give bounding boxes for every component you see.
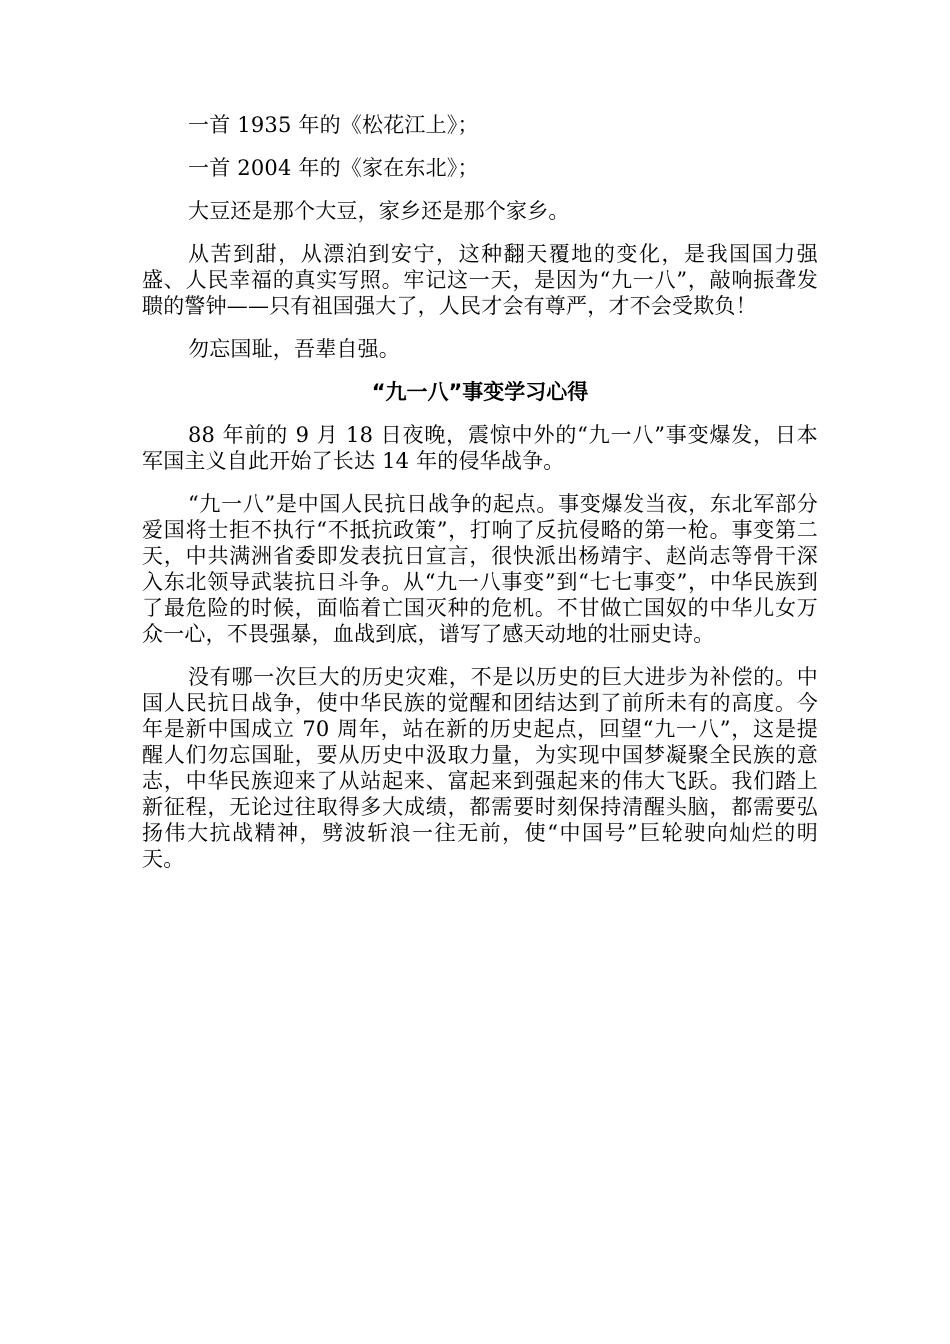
- intro-paragraph-4: 从苦到甜，从漂泊到安宁，这种翻天覆地的变化，是我国国力强盛、人民幸福的真实写照。牢记这一天，是因为“九一八”，敲响振聋发聩的警钟——只有祖国强大了，人民才会有尊严，才不会受欺负！: [142, 242, 818, 318]
- body-paragraph-3: 没有哪一次巨大的历史灾难，不是以历史的巨大进步为补偿的。中国人民抗日战争，使中华民族的觉醒和团结达到了前所未有的高度。今年是新中国成立 70 周年，站在新的历史起点，回望“九一八”，这是提醒人们勿忘国耻，要从历史中汲取力量，为实现中国梦凝聚全民族的意志，中华民族迎来了从站起来、富起来到强起来的伟大飞跃。我们踏上新征程，无论过往取得多大成绩，都需要时刻保持清醒头脑，都需要弘扬伟大抗战精神，劈波斩浪一往无前，使“中国号”巨轮驶向灿烂的明天。: [142, 665, 818, 871]
- body-paragraph-2: “九一八”是中国人民抗日战争的起点。事变爆发当夜，东北军部分爱国将士拒不执行“不抵抗政策”，打响了反抗侵略的第一枪。事变第二天，中共满洲省委即发表抗日宣言，很快派出杨靖宇、赵尚志等骨干深入东北领导武装抗日斗争。从“九一八事变”到“七七事变”，中华民族到了最危险的时候，面临着亡国灭种的危机。不甘做亡国奴的中华儿女万众一心，不畏强暴，血战到底，谱写了感天动地的壮丽史诗。: [142, 492, 818, 646]
- body-paragraph-1: 88 年前的 9 月 18 日夜晚，震惊中外的“九一八”事变爆发，日本军国主义自此开始了长达 14 年的侵华战争。: [142, 423, 818, 473]
- section-title: “九一八”事变学习心得: [371, 380, 589, 404]
- intro-paragraph-2: 一首 2004 年的《家在东北》；: [188, 156, 479, 180]
- intro-paragraph-3: 大豆还是那个大豆，家乡还是那个家乡。: [188, 199, 570, 223]
- document-page: [142, 112, 818, 872]
- intro-paragraph-1: 一首 1935 年的《松花江上》；: [188, 113, 479, 137]
- intro-paragraph-5: 勿忘国耻，吾辈自强。: [188, 337, 400, 361]
